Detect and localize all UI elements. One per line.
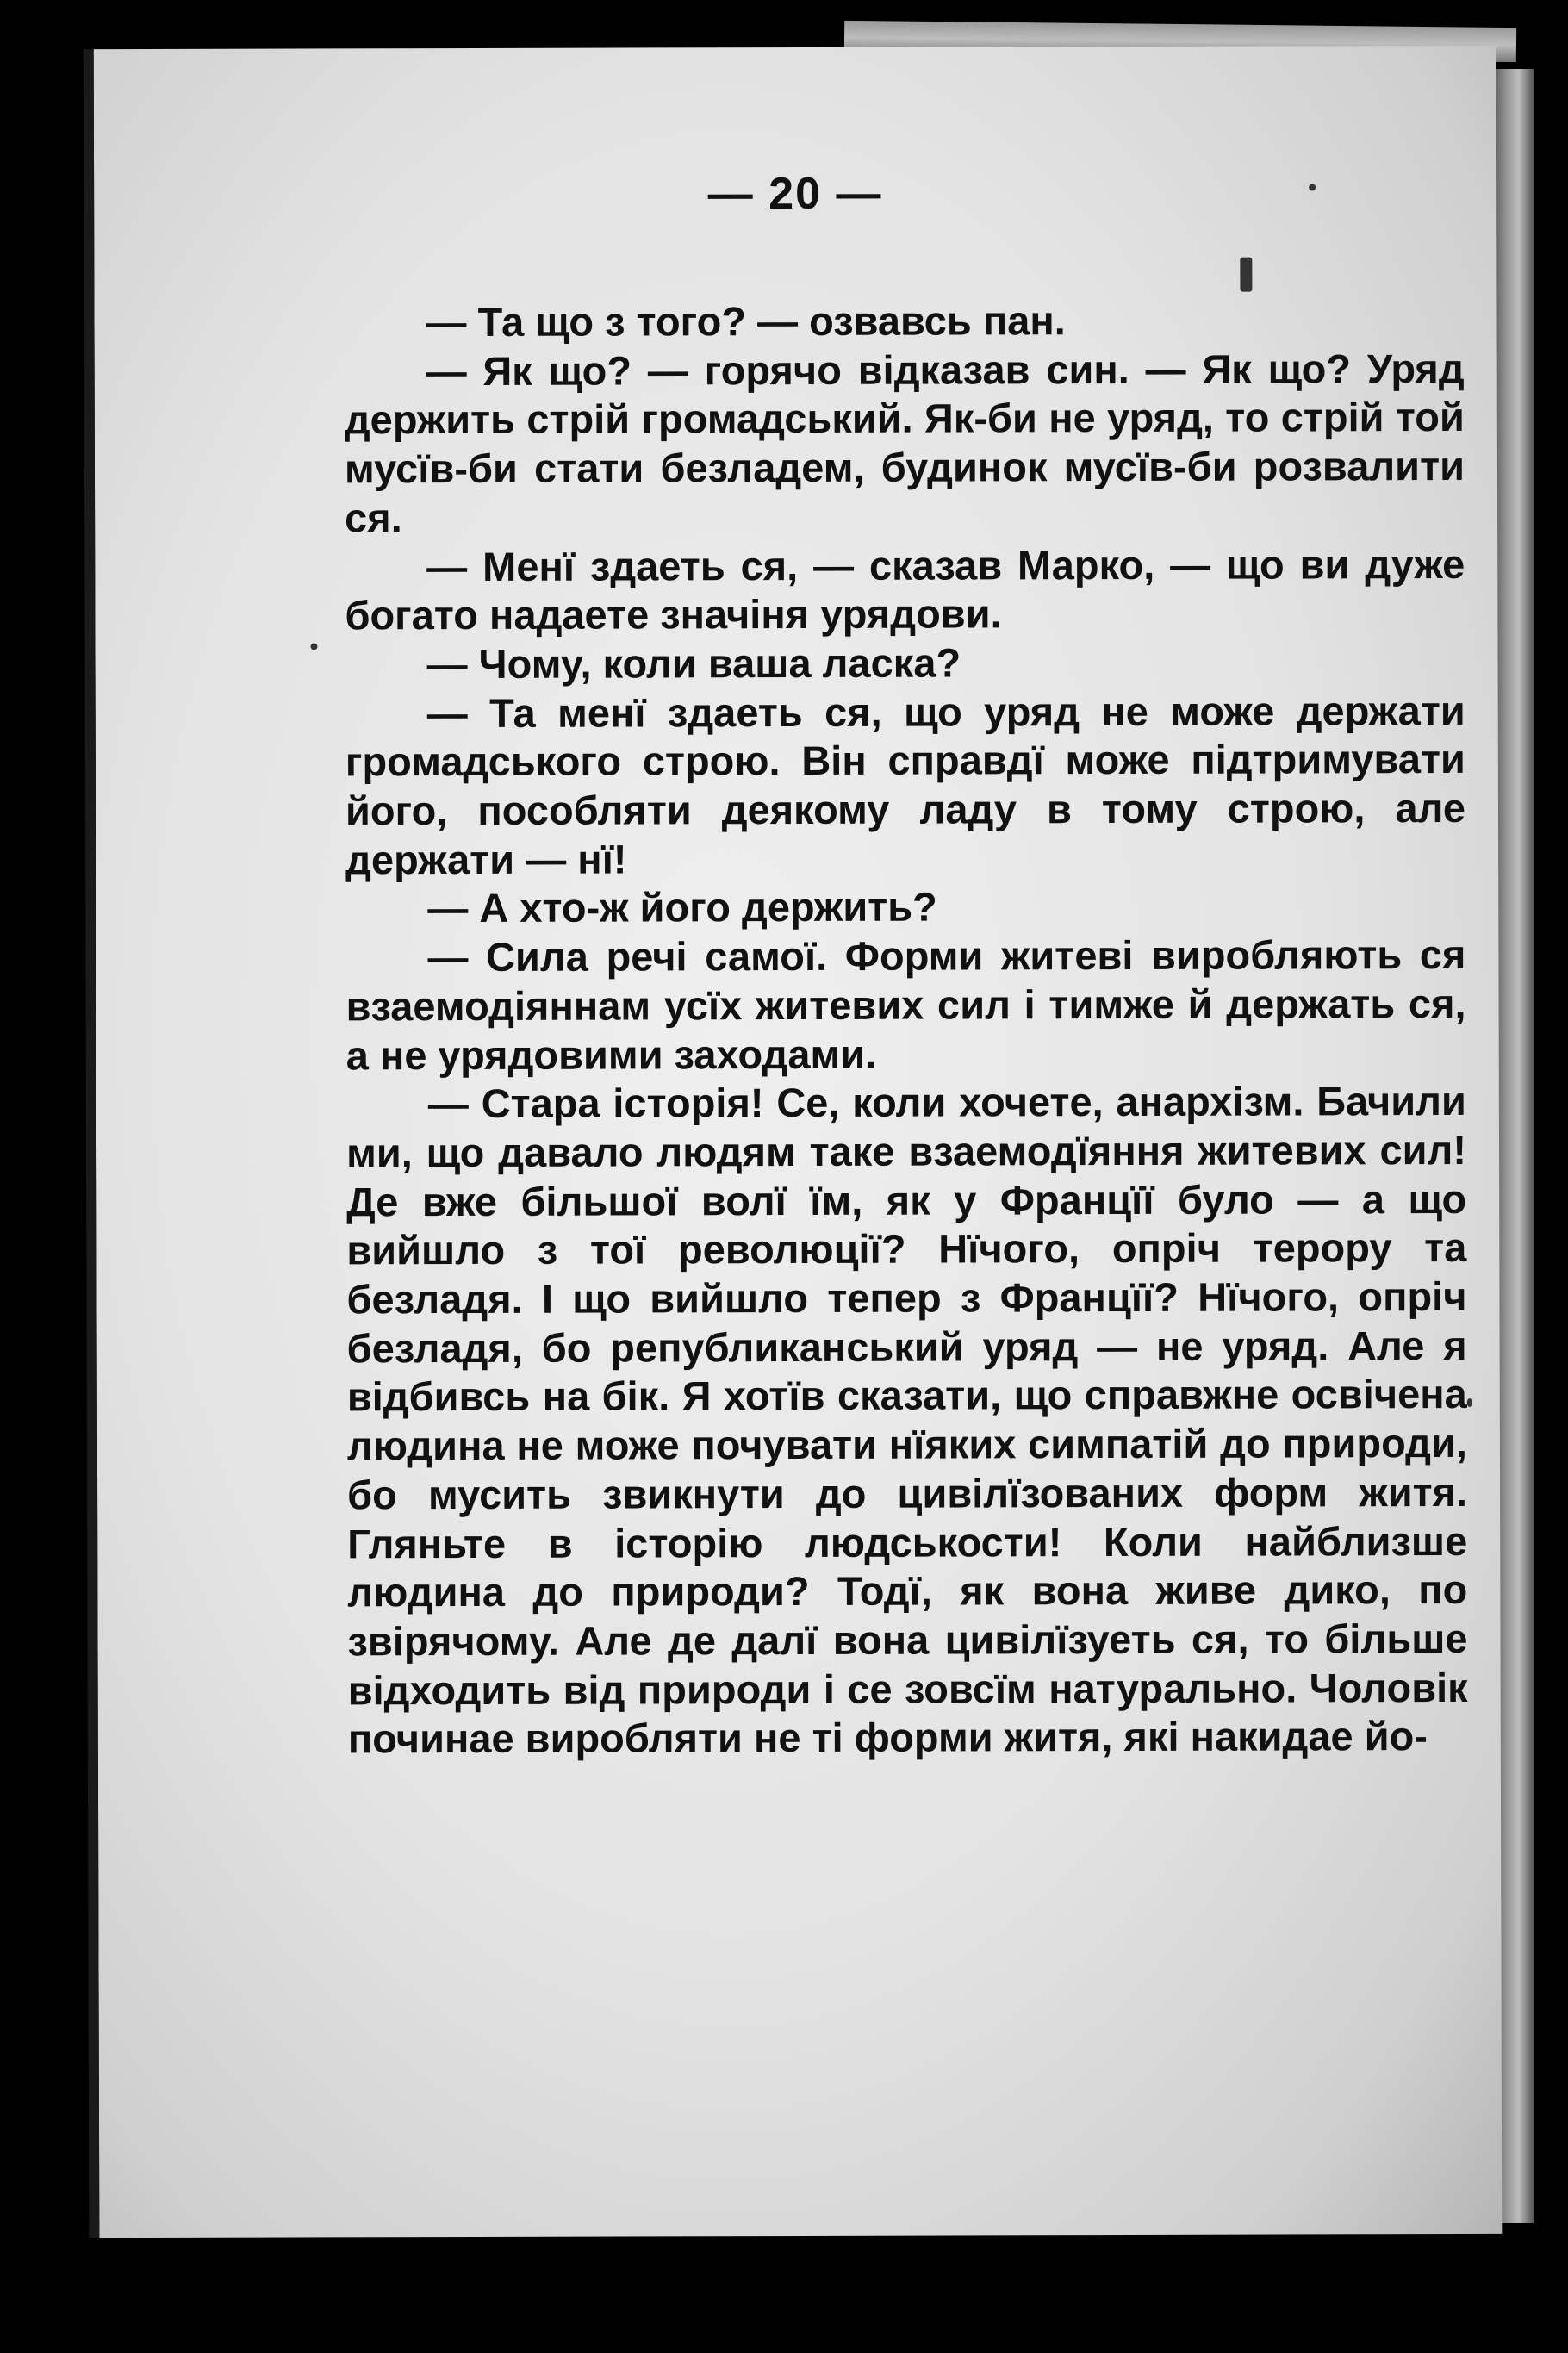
paragraph: — Чому, коли ваша ласка? [426, 639, 961, 688]
book-page [84, 46, 1503, 2238]
scan-speck [1467, 1398, 1472, 1407]
paragraph: — А хто-ж його держить? [427, 883, 937, 931]
paragraph: — Та що з того? — озвавсь пан. [426, 297, 1066, 345]
paragraph: — Менї здаеть ся, — сказав Марко, — що ви дуже богато надаете значіня урядови. [345, 540, 1465, 638]
paragraph: — Як що? — горячо відказав син. — Як що? Уряд держить стрій громадський. Як-би не уряд, то стрій той мусїв-би стати безладем, будинок мусїв-би розвалити ся. [344, 345, 1465, 541]
paragraph: — Стара історія! Се, коли хочете, анархізм. Бачили ми, що давало людям таке взаемодїяння житевих сил! Де вже більшої волї їм, як у Францїї було — а що вийшло з тої революції? Нїчого, опріч терору та безладя. І що вийшло тепер з Францїї? Нїчого, опріч безладя, бо републиканський уряд — не уряд. Але я відбивсь на бік. Я хотїв сказати, що справжне освічена людина не може почувати нїяких симпатій до природи, бо мусить звикнути до цивілїзованих форм житя. Гляньте в історію людськости! Коли найблизше людина до природи? Тодї, як вона живе дико, по звірячому. Але де далї вона цивілїзуеть ся, то більше відходить від природи і се зовсїм натурально. Чоловік починае виробляти не ті форми житя, які накидае йо- [345, 1078, 1468, 1762]
paragraph: — Та менї здаеть ся, що уряд не може держати громадського строю. Він справдї може підтримувати його, пособляти деякому ладу в тому строю, але держати — нї! [345, 687, 1466, 883]
paragraph: — Сила речі самої. Форми житеві виробляють ся взаемодіяннам усїх житевих сил і тимже й держать ся, а не урядовими заходами. [345, 931, 1466, 1078]
scan-speck [1240, 258, 1252, 292]
scan-speck [1309, 184, 1316, 190]
body-text [344, 296, 1467, 1764]
scan-speck [310, 643, 317, 650]
page-number: — 20 — [707, 168, 883, 220]
